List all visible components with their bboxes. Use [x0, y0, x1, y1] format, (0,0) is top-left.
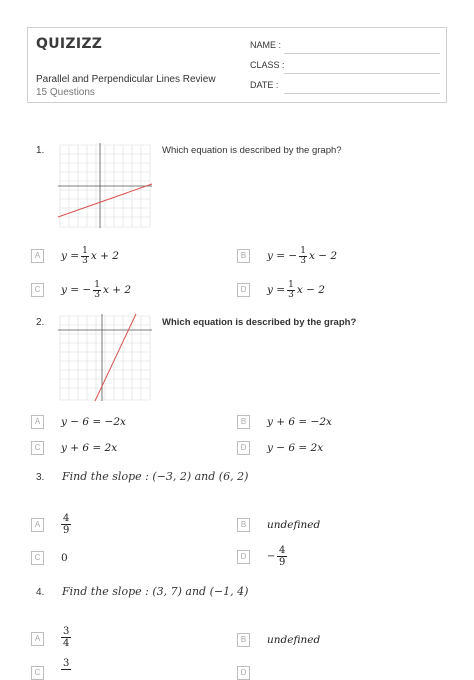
option-answer	[61, 245, 119, 266]
answer-suffix: x − 2	[296, 284, 325, 296]
denominator: 3	[288, 289, 294, 300]
option-a[interactable]	[31, 626, 211, 656]
numerator: 1	[94, 279, 100, 290]
option-answer	[267, 279, 325, 300]
option-letter: C	[31, 283, 44, 297]
option-c[interactable]	[31, 550, 211, 568]
question-text: Which equation is described by the graph?	[162, 317, 357, 328]
option-d[interactable]	[237, 279, 417, 300]
quizizz-logo: QUIZIZZ	[36, 36, 103, 52]
question-number: 2.	[36, 317, 45, 328]
fraction	[93, 281, 101, 300]
answer-suffix: x − 2	[308, 250, 338, 262]
fraction	[277, 545, 287, 568]
question-text: Find the slope : (−3, 2) and (6, 2)	[62, 470, 249, 483]
option-b[interactable]	[237, 245, 417, 266]
option-answer: undefined	[267, 634, 321, 646]
option-answer: y − 6 = −2x	[61, 416, 126, 428]
date-line[interactable]	[284, 93, 440, 94]
class-field[interactable]	[250, 60, 440, 74]
option-answer	[61, 279, 132, 300]
numerator: 1	[82, 245, 88, 256]
fraction	[81, 247, 89, 266]
option-d[interactable]	[237, 658, 417, 677]
option-c[interactable]	[31, 658, 211, 677]
numerator: 3	[63, 658, 70, 669]
option-b[interactable]	[237, 632, 417, 650]
option-letter: B	[237, 518, 250, 532]
numerator: 3	[63, 626, 70, 637]
fraction	[61, 513, 71, 536]
answer-prefix: y =	[61, 250, 80, 262]
date-field[interactable]	[250, 80, 440, 94]
option-d[interactable]	[237, 440, 417, 458]
answer-prefix: y = −	[61, 284, 92, 296]
option-answer: y − 6 = 2x	[267, 442, 324, 454]
name-field[interactable]	[250, 40, 440, 54]
option-answer	[267, 245, 338, 266]
date-label: DATE :	[250, 80, 279, 90]
denominator: 9	[279, 557, 286, 568]
option-letter: D	[237, 441, 250, 455]
question-text: Which equation is described by the graph?	[162, 145, 342, 156]
option-a[interactable]	[31, 245, 211, 266]
answer-suffix: x + 2	[90, 250, 119, 262]
class-line[interactable]	[284, 73, 440, 74]
numerator: 4	[279, 545, 286, 556]
option-letter: D	[237, 283, 250, 297]
option-a[interactable]	[31, 414, 211, 432]
answer-prefix: −	[267, 551, 276, 562]
option-letter: A	[31, 632, 44, 646]
name-label: NAME :	[250, 40, 282, 50]
class-label: CLASS :	[250, 60, 285, 70]
option-answer: 0	[61, 552, 68, 564]
denominator: 3	[94, 289, 100, 300]
option-c[interactable]	[31, 279, 211, 300]
option-a[interactable]	[31, 513, 211, 543]
question-2-graph	[56, 312, 154, 402]
option-answer: y + 6 = −2x	[267, 416, 332, 428]
fraction	[287, 281, 295, 300]
fraction	[299, 247, 307, 266]
option-d[interactable]	[237, 545, 417, 575]
option-letter: B	[237, 249, 250, 263]
option-letter: B	[237, 415, 250, 429]
question-number: 3.	[36, 472, 45, 483]
option-letter: B	[237, 633, 250, 647]
numerator: 1	[300, 245, 306, 256]
option-b[interactable]	[237, 517, 417, 535]
denominator: 4	[63, 638, 70, 649]
option-answer: y + 6 = 2x	[61, 442, 118, 454]
name-line[interactable]	[284, 53, 440, 54]
option-answer: undefined	[267, 519, 321, 531]
question-count: 15 Questions	[36, 87, 95, 98]
option-letter: D	[237, 550, 250, 564]
fraction	[61, 626, 71, 649]
denominator: 9	[63, 525, 70, 536]
option-letter: D	[237, 666, 250, 680]
denominator: 3	[82, 255, 88, 266]
answer-prefix: y = −	[267, 250, 298, 262]
option-letter: C	[31, 666, 44, 680]
option-letter: C	[31, 441, 44, 455]
option-letter: A	[31, 249, 44, 263]
answer-suffix: x + 2	[102, 284, 132, 296]
option-c[interactable]	[31, 440, 211, 458]
fraction	[61, 658, 71, 670]
answer-prefix: y =	[267, 284, 286, 296]
worksheet-title: Parallel and Perpendicular Lines Review	[36, 74, 216, 85]
question-text: Find the slope : (3, 7) and (−1, 4)	[62, 585, 249, 598]
option-b[interactable]	[237, 414, 417, 432]
numerator: 1	[288, 279, 294, 290]
option-letter: A	[31, 518, 44, 532]
numerator: 4	[63, 513, 70, 524]
option-letter: A	[31, 415, 44, 429]
denominator: 3	[300, 255, 306, 266]
option-letter: C	[31, 551, 44, 565]
question-1-graph	[56, 141, 154, 229]
question-number: 1.	[36, 145, 45, 156]
question-number: 4.	[36, 587, 45, 598]
